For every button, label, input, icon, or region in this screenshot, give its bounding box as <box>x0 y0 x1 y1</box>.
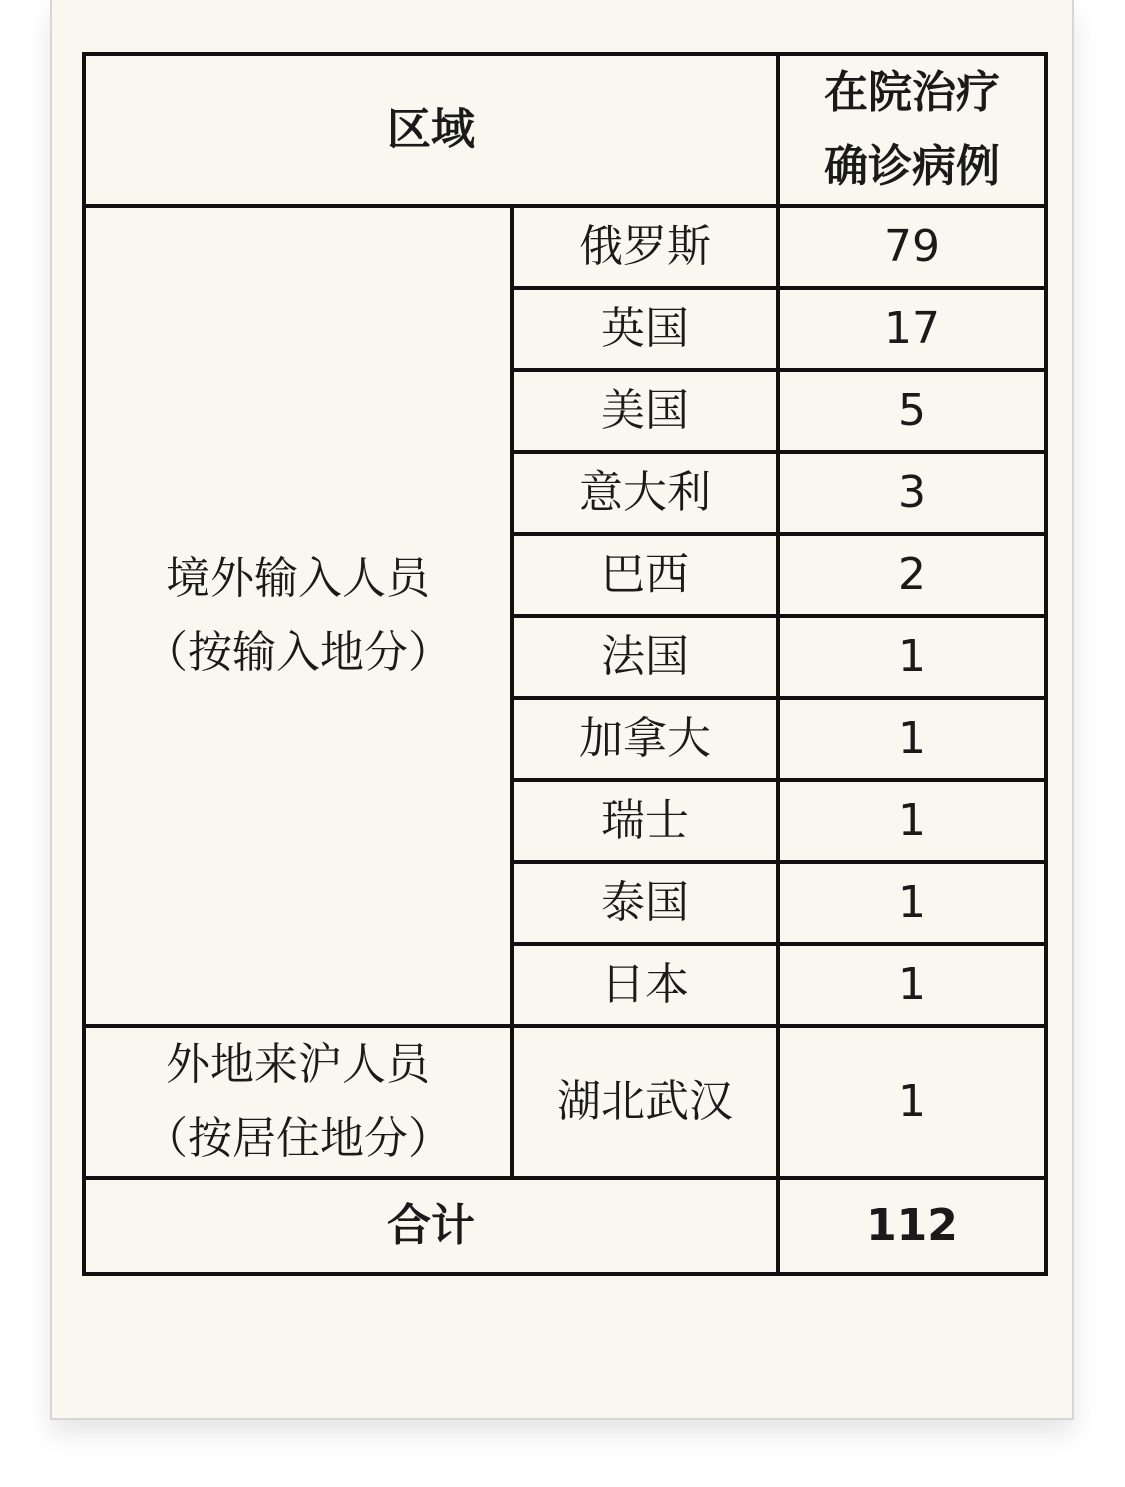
header-cases-line2: 确诊病例 <box>824 141 1000 192</box>
header-cases-line1: 在院治疗 <box>824 67 1000 118</box>
imported-group-line1: 境外输入人员 <box>166 553 430 604</box>
place-cell: 日本 <box>512 944 778 1026</box>
imported-group-line2: （按输入地分） <box>144 627 452 678</box>
total-label: 合计 <box>84 1178 778 1274</box>
count-cell: 1 <box>778 698 1046 780</box>
count-cell: 79 <box>778 206 1046 288</box>
count-cell: 1 <box>778 944 1046 1026</box>
place-cell: 湖北武汉 <box>512 1026 778 1178</box>
header-cases <box>778 54 1046 206</box>
header-region: 区域 <box>84 54 778 206</box>
count-cell: 2 <box>778 534 1046 616</box>
imported-group-cell <box>84 206 512 1026</box>
total-row <box>84 1178 1046 1274</box>
count-cell: 17 <box>778 288 1046 370</box>
domestic-row <box>84 1026 1046 1178</box>
place-cell: 英国 <box>512 288 778 370</box>
domestic-group-line2: （按居住地分） <box>144 1113 452 1164</box>
count-cell: 1 <box>778 616 1046 698</box>
place-cell: 美国 <box>512 370 778 452</box>
table-header-row <box>84 54 1046 206</box>
place-cell: 泰国 <box>512 862 778 944</box>
domestic-group-cell <box>84 1026 512 1178</box>
place-cell: 意大利 <box>512 452 778 534</box>
place-cell: 俄罗斯 <box>512 206 778 288</box>
place-cell: 法国 <box>512 616 778 698</box>
place-cell: 瑞士 <box>512 780 778 862</box>
count-cell: 1 <box>778 1026 1046 1178</box>
place-cell: 加拿大 <box>512 698 778 780</box>
place-cell: 巴西 <box>512 534 778 616</box>
total-count: 112 <box>778 1178 1046 1274</box>
table-row <box>84 206 1046 288</box>
cases-table <box>82 52 1048 1276</box>
count-cell: 1 <box>778 780 1046 862</box>
count-cell: 1 <box>778 862 1046 944</box>
domestic-group-line1: 外地来沪人员 <box>166 1039 430 1090</box>
count-cell: 3 <box>778 452 1046 534</box>
count-cell: 5 <box>778 370 1046 452</box>
